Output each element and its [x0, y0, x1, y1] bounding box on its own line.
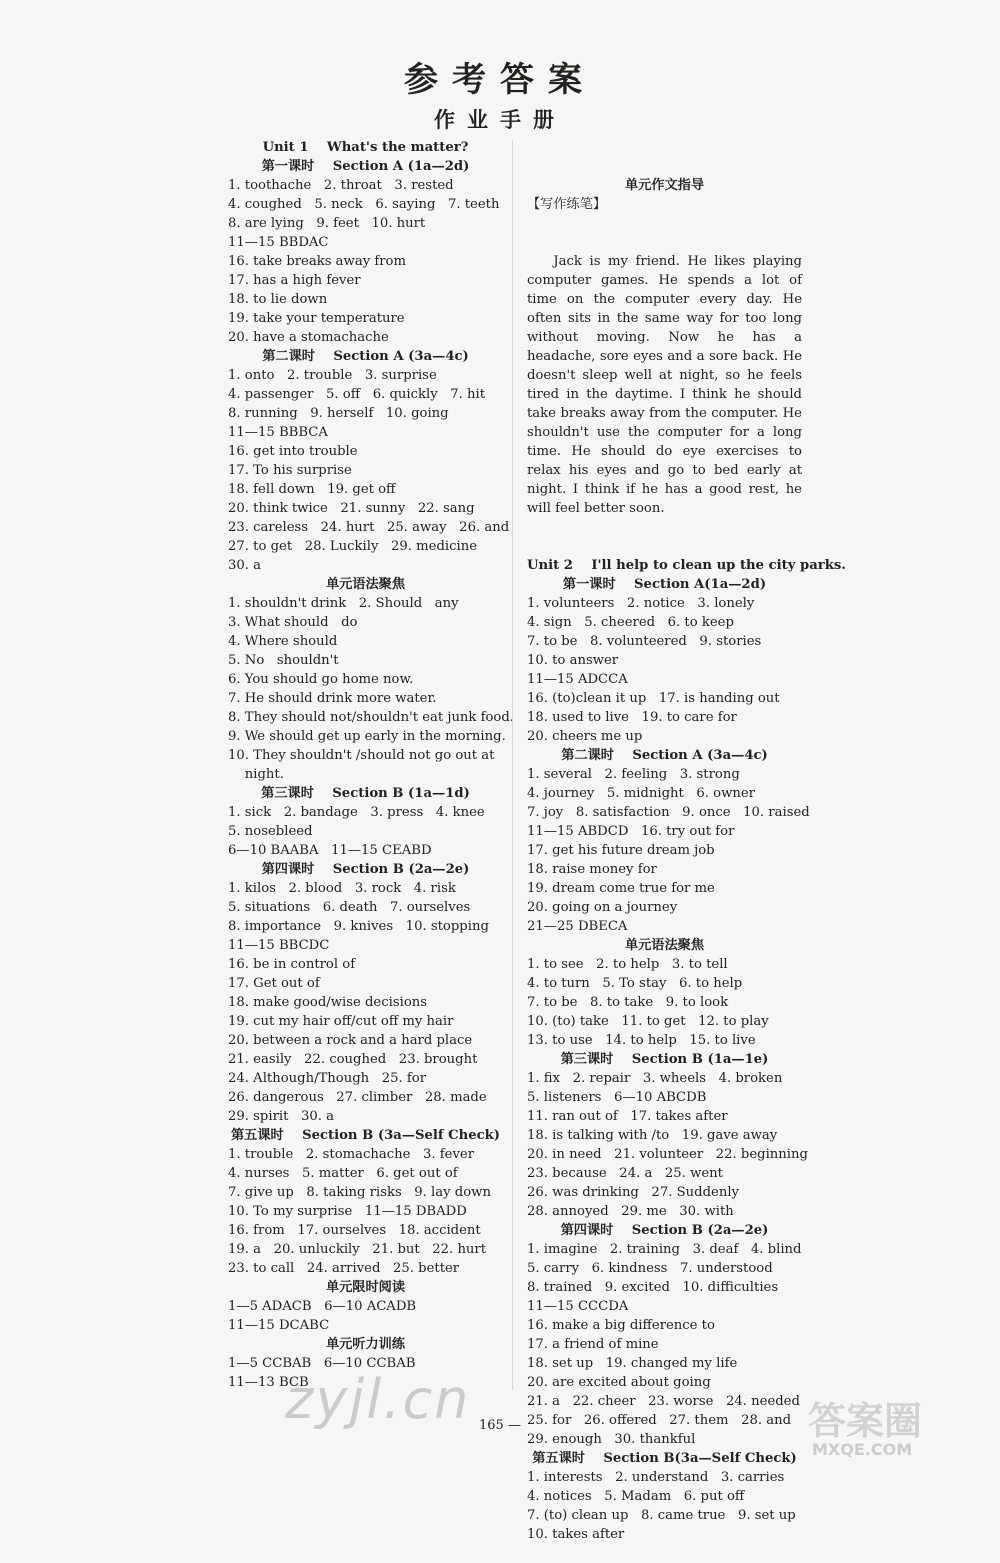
right-answer-line: 5. listeners 6—10 ABCDB — [527, 1090, 707, 1105]
right-answer-line: 10. takes after — [527, 1527, 625, 1542]
left-answer-line: 20. think twice 21. sunny 22. sang — [228, 501, 475, 516]
right-answer-line: 18. is talking with /to 19. gave away — [527, 1128, 778, 1143]
right-answer-line: 10. (to) take 11. to get 12. to play — [527, 1014, 769, 1029]
left-answer-line: 21. easily 22. coughed 23. brought — [228, 1052, 478, 1067]
right-answer-line: 7. to be 8. to take 9. to look — [527, 995, 729, 1010]
right-answer-line: 19. dream come true for me — [527, 881, 715, 896]
right-answer-line: 1. several 2. feeling 3. strong — [527, 767, 740, 782]
page-subtitle: 作业手册 — [434, 108, 566, 132]
right-answer-line: 25. for 26. offered 27. them 28. and — [527, 1413, 792, 1428]
left-section-heading: 单元听力训练 — [325, 1337, 406, 1352]
column-divider — [512, 140, 513, 1390]
left-answer-line: 16. take breaks away from — [228, 254, 406, 269]
left-answer-line: 1—5 ADACB 6—10 ACADB — [228, 1299, 417, 1314]
right-answer-line: 16. (to)clean it up 17. is handing out — [527, 691, 780, 706]
left-answer-line: 1—5 CCBAB 6—10 CCBAB — [228, 1356, 416, 1371]
right-answer-line: 21. a 22. cheer 23. worse 24. needed — [527, 1394, 800, 1409]
left-section-heading: 第三课时 Section B (1a—1d) — [261, 786, 470, 801]
left-answer-line: 18. make good/wise decisions — [228, 995, 428, 1010]
right-answer-line: 21—25 DBECA — [527, 919, 628, 934]
right-section-heading: 第二课时 Section A (3a—4c) — [561, 748, 768, 763]
left-answer-line: 24. Although/Though 25. for — [228, 1071, 427, 1086]
right-answer-line: 1. volunteers 2. notice 3. lonely — [527, 596, 755, 611]
left-answer-line: 4. coughed 5. neck 6. saying 7. teeth — [228, 197, 500, 212]
left-answer-line: 5. No shouldn't — [228, 653, 339, 668]
left-answer-line: 20. have a stomachache — [228, 330, 389, 345]
right-answer-line: 4. to turn 5. To stay 6. to help — [527, 976, 743, 991]
right-answer-line: 1. interests 2. understand 3. carries — [527, 1470, 785, 1485]
right-answer-line: 4. sign 5. cheered 6. to keep — [527, 615, 734, 630]
right-section-heading: 单元语法聚焦 — [624, 938, 705, 953]
watermark-logo: zyjl.cn — [285, 1368, 471, 1431]
left-answer-line: 17. To his surprise — [228, 463, 352, 478]
left-answer-line: 1. kilos 2. blood 3. rock 4. risk — [228, 881, 456, 896]
right-answer-line: 17. a friend of mine — [527, 1337, 659, 1352]
right-answer-line: 18. set up 19. changed my life — [527, 1356, 738, 1371]
left-answer-line: 10. They shouldn't /should not go out at — [228, 748, 495, 763]
right-section-heading: 第五课时 Section B(3a—Self Check) — [532, 1451, 797, 1466]
right-answer-line: 20. cheers me up — [527, 729, 643, 744]
right-answer-line: 5. carry 6. kindness 7. understood — [527, 1261, 773, 1276]
left-answer-line: 16. be in control of — [228, 957, 356, 972]
left-answer-line: 18. fell down 19. get off — [228, 482, 396, 497]
left-answer-line: 16. get into trouble — [228, 444, 358, 459]
right-top-answer-line: 【写作练笔】 — [527, 197, 607, 212]
left-answer-line: 30. a — [228, 558, 262, 573]
left-answer-line: 11—15 BBCDC — [228, 938, 330, 953]
left-answer-line: 5. situations 6. death 7. ourselves — [228, 900, 471, 915]
left-answer-line: 4. nurses 5. matter 6. get out of — [228, 1166, 458, 1181]
right-answer-line: 28. annoyed 29. me 30. with — [527, 1204, 734, 1219]
left-section-heading: 单元语法聚焦 — [325, 577, 406, 592]
left-answer-line: 23. careless 24. hurt 25. away 26. and — [228, 520, 510, 535]
right-answer-line: 20. are excited about going — [527, 1375, 711, 1390]
left-answer-line: 8. running 9. herself 10. going — [228, 406, 449, 421]
left-answer-line: 1. toothache 2. throat 3. rested — [228, 178, 454, 193]
right-answer-line: 29. enough 30. thankful — [527, 1432, 696, 1447]
right-answer-line: 1. fix 2. repair 3. wheels 4. broken — [527, 1071, 783, 1086]
left-answer-line: 4. Where should — [228, 634, 338, 649]
left-answer-line: 11—15 BBDAC — [228, 235, 329, 250]
left-answer-line: night. — [228, 767, 284, 782]
left-section-heading: 第五课时 Section B (3a—Self Check) — [230, 1128, 501, 1143]
left-answer-line: 10. To my surprise 11—15 DBADD — [228, 1204, 467, 1219]
right-top-section-heading: 单元作文指导 — [624, 178, 705, 193]
watermark-url: MXQE.COM — [812, 1440, 913, 1459]
left-section-heading: 第二课时 Section A (3a—4c) — [262, 349, 469, 364]
left-answer-line: 8. are lying 9. feet 10. hurt — [228, 216, 426, 231]
right-answer-line: 18. used to live 19. to care for — [527, 710, 737, 725]
left-answer-line: 1. trouble 2. stomachache 3. fever — [228, 1147, 475, 1162]
right-answer-line: 13. to use 14. to help 15. to live — [527, 1033, 756, 1048]
right-column — [527, 138, 846, 1563]
right-answer-line: 4. journey 5. midnight 6. owner — [527, 786, 755, 801]
left-answer-line: 26. dangerous 27. climber 28. made — [228, 1090, 487, 1105]
right-answer-line: 8. trained 9. excited 10. difficulties — [527, 1280, 779, 1295]
left-answer-line: 1. sick 2. bandage 3. press 4. knee — [228, 805, 485, 820]
right-answer-line: 7. joy 8. satisfaction 9. once 10. raised — [527, 805, 810, 820]
right-section-heading: Unit 2 I'll help to clean up the city parks. — [527, 558, 846, 573]
right-answer-line: 1. to see 2. to help 3. to tell — [527, 957, 728, 972]
left-section-heading: 第一课时 Section A (1a—2d) — [261, 159, 470, 174]
left-answer-line: 9. We should get up early in the morning. — [228, 729, 506, 744]
left-answer-line: 29. spirit 30. a — [228, 1109, 335, 1124]
right-answer-line: 1. imagine 2. training 3. deaf 4. blind — [527, 1242, 802, 1257]
left-answer-line: 6—10 BAABA 11—15 CEABD — [228, 843, 432, 858]
right-answer-line: 23. because 24. a 25. went — [527, 1166, 723, 1181]
left-column — [228, 138, 515, 1392]
right-answer-line: 17. get his future dream job — [527, 843, 715, 858]
left-answer-line: 20. between a rock and a hard place — [228, 1033, 473, 1048]
watermark-stamp: 答案圈 — [808, 1399, 923, 1443]
left-answer-line: 17. Get out of — [228, 976, 320, 991]
left-answer-line: 11—13 BCB — [228, 1375, 309, 1390]
left-answer-line: 27. to get 28. Luckily 29. medicine — [228, 539, 478, 554]
left-answer-line: 7. He should drink more water. — [228, 691, 437, 706]
right-answer-line: 11—15 ABDCD 16. try out for — [527, 824, 735, 839]
left-answer-line: 17. has a high fever — [228, 273, 361, 288]
left-answer-line: 3. What should do — [228, 615, 358, 630]
right-answer-line: 20. going on a journey — [527, 900, 678, 915]
left-answer-line: 19. take your temperature — [228, 311, 405, 326]
left-answer-line: 19. a 20. unluckily 21. but 22. hurt — [228, 1242, 487, 1257]
right-section-heading: 第四课时 Section B (2a—2e) — [560, 1223, 769, 1238]
left-answer-line: 18. to lie down — [228, 292, 328, 307]
left-answer-line: 11—15 BBBCA — [228, 425, 328, 440]
left-answer-line: 16. from 17. ourselves 18. accident — [228, 1223, 481, 1238]
right-answer-line: 11—15 ADCCA — [527, 672, 628, 687]
right-answer-line: 16. make a big difference to — [527, 1318, 715, 1333]
right-answer-line: 11. ran out of 17. takes after — [527, 1109, 728, 1124]
left-answer-line: 7. give up 8. taking risks 9. lay down — [228, 1185, 491, 1200]
left-answer-line: 23. to call 24. arrived 25. better — [228, 1261, 460, 1276]
left-answer-line: 8. importance 9. knives 10. stopping — [228, 919, 489, 934]
left-answer-line: 1. shouldn't drink 2. Should any — [228, 596, 459, 611]
left-answer-line: 4. passenger 5. off 6. quickly 7. hit — [228, 387, 486, 402]
right-answer-line: 20. in need 21. volunteer 22. beginning — [527, 1147, 808, 1162]
right-answer-line: 7. (to) clean up 8. came true 9. set up — [527, 1508, 796, 1523]
left-section-heading: 单元限时阅读 — [325, 1280, 406, 1295]
page-title: 参考答案 — [404, 60, 596, 100]
right-answer-line: 10. to answer — [527, 653, 619, 668]
right-answer-line: 4. notices 5. Madam 6. put off — [527, 1489, 745, 1504]
left-answer-line: 6. You should go home now. — [228, 672, 414, 687]
essay-paragraph: Jack is my friend. He likes playing computer games. He spends a lot of time on the computer every day. He often sits in the same way for too long without moving. Now he has a headache, sore eyes and a sore back. He doesn't sleep well at night, so he feels tired in the daytime. I think he should take breaks away from the computer. He shouldn't use the computer for a long time. He should do eye exercises to relax his eyes and go to bed early at night. I think if he has a good rest, he will feel better soon. — [527, 254, 802, 516]
left-answer-line: 1. onto 2. trouble 3. surprise — [228, 368, 437, 383]
left-section-heading: 第四课时 Section B (2a—2e) — [261, 862, 470, 877]
left-section-heading: Unit 1 What's the matter? — [262, 140, 469, 155]
left-answer-line: 8. They should not/shouldn't eat junk food. — [228, 710, 515, 725]
page-number: 165 — — [479, 1418, 521, 1433]
right-answer-line: 11—15 CCCDA — [527, 1299, 629, 1314]
right-section-heading: 第一课时 Section A(1a—2d) — [562, 577, 767, 592]
left-answer-line: 19. cut my hair off/cut off my hair — [228, 1014, 454, 1029]
left-answer-line: 5. nosebleed — [228, 824, 313, 839]
right-section-heading: 第三课时 Section B (1a—1e) — [560, 1052, 769, 1067]
right-answer-line: 18. raise money for — [527, 862, 657, 877]
left-answer-line: 11—15 DCABC — [228, 1318, 330, 1333]
right-answer-line: 7. to be 8. volunteered 9. stories — [527, 634, 762, 649]
right-answer-line: 26. was drinking 27. Suddenly — [527, 1185, 739, 1200]
